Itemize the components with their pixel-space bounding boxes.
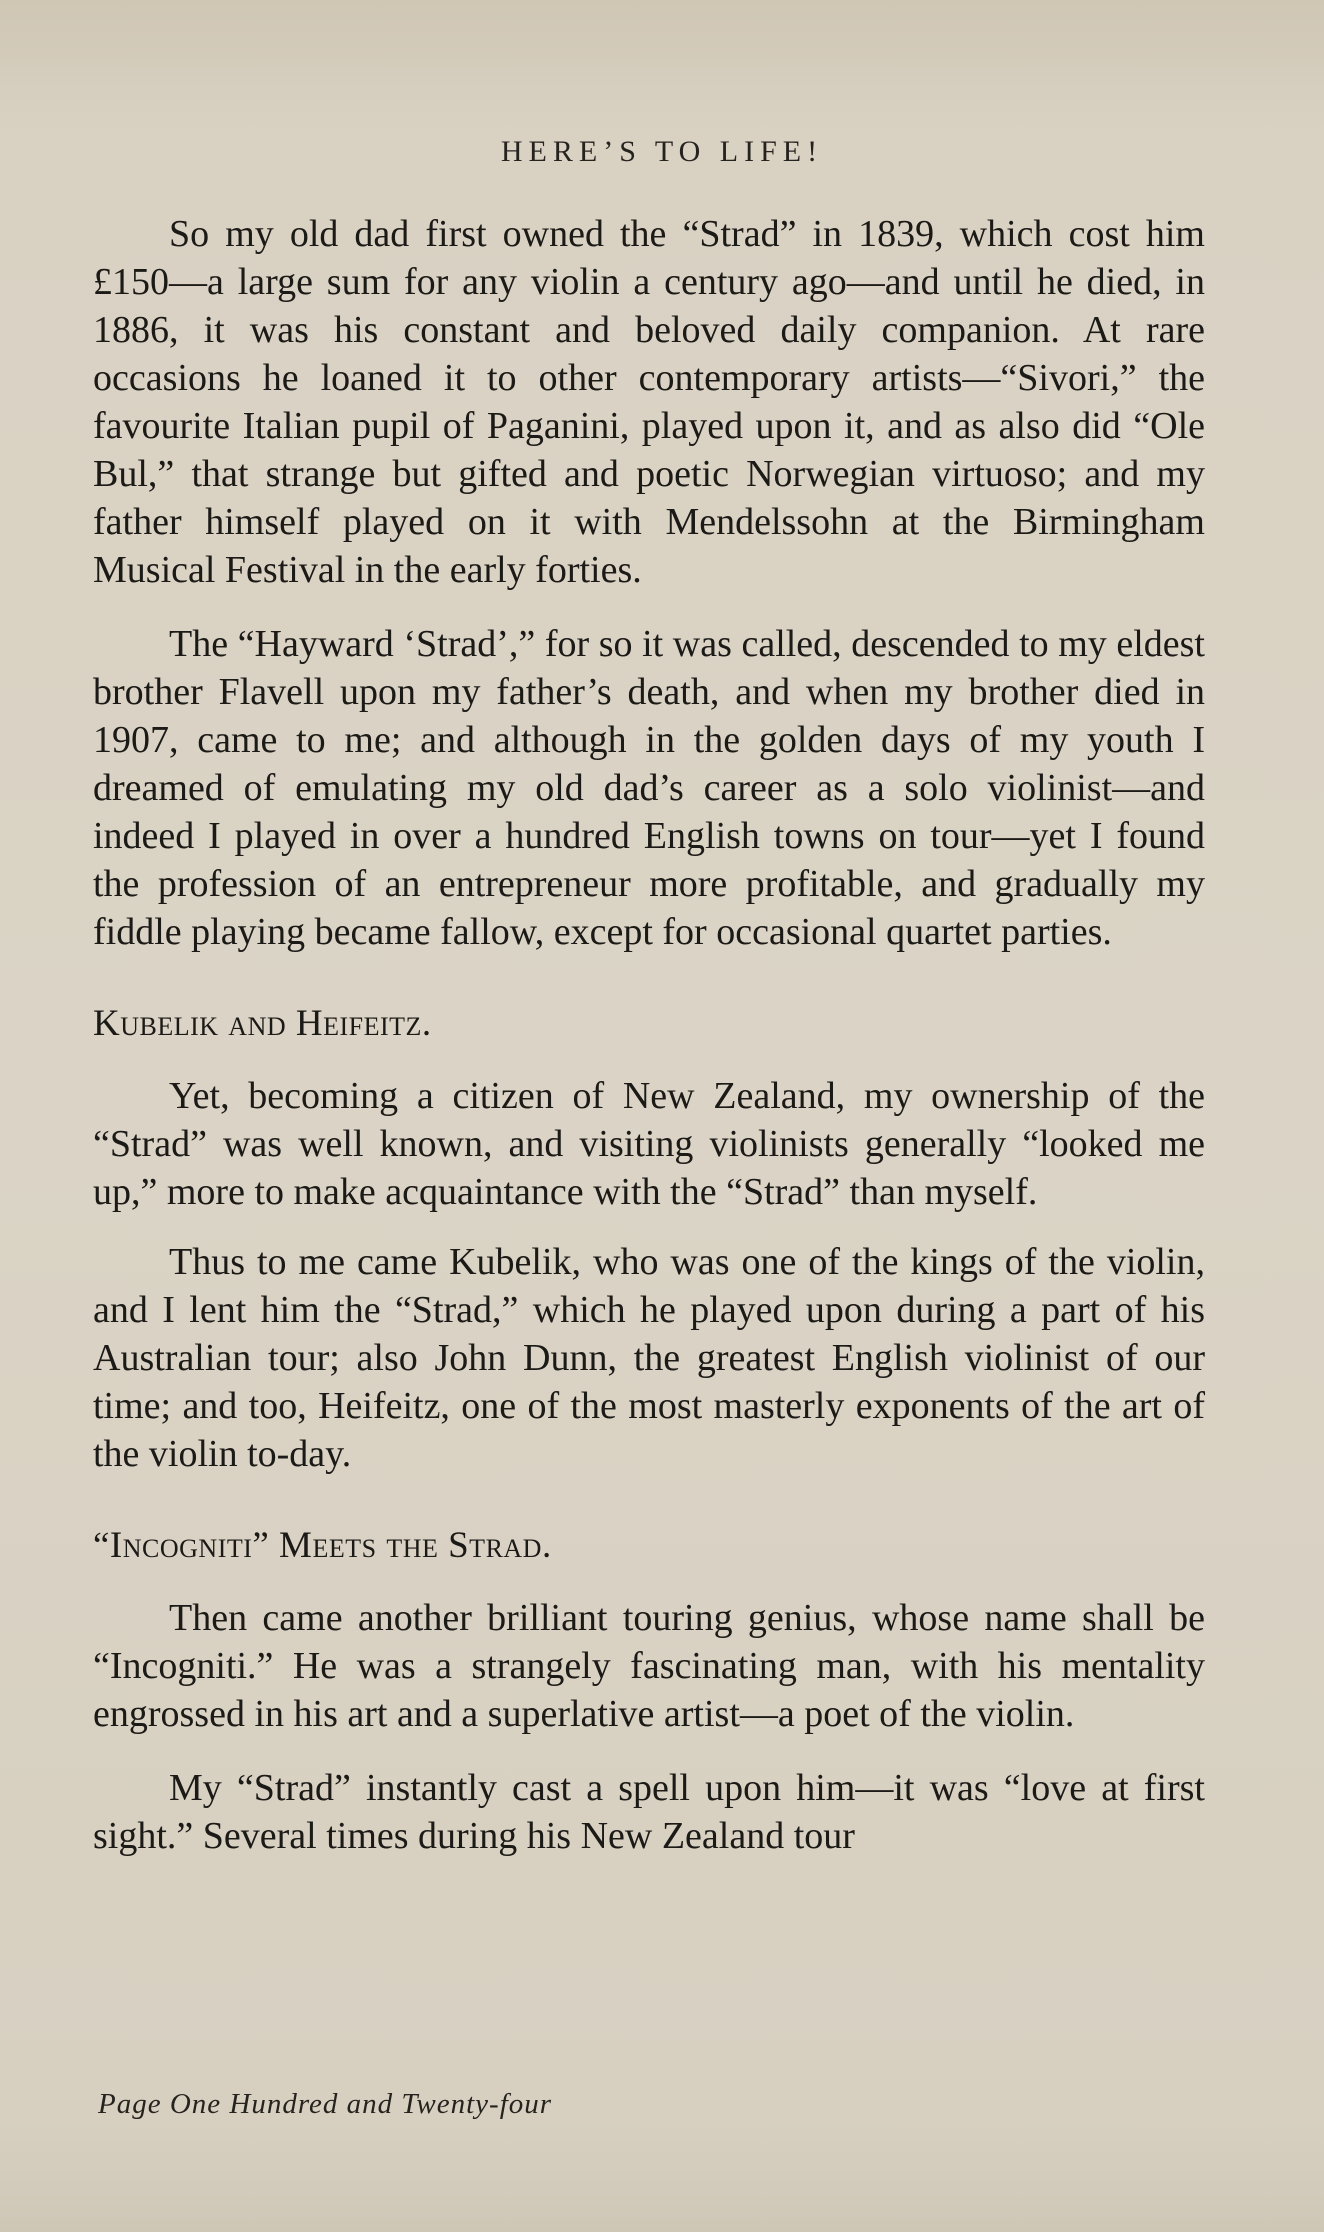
paragraph: Yet, becoming a citizen of New Zealand, my ownership of the “Strad” was well known, and visiting violinists generally “looked me up,” more to make acquaintance with the “Strad” than myself. bbox=[93, 1075, 1205, 1213]
body-text bbox=[93, 210, 1205, 1860]
paragraph: Then came another brilliant touring genius, whose name shall be “Incogniti.” He was a strangely fascinating man, with his mentality engrossed in his art and a superlative artist—a poet of the violin. bbox=[93, 1597, 1205, 1735]
section-heading: Kubelik and Heifeitz. bbox=[93, 1003, 432, 1044]
paragraph: My “Strad” instantly cast a spell upon him—it was “love at first sight.” Several times during his New Zealand tour bbox=[93, 1767, 1205, 1857]
paragraph: So my old dad first owned the “Strad” in 1839, which cost him £150—a large sum for any violin a century ago—and until he died, in 1886, it was his constant and beloved daily companion. At rare occasions he loaned it to other contemporary artists—“Sivori,” the favourite Italian pupil of Paganini, played upon it, and as also did “Ole Bul,” that strange but gifted and poetic Norwegian virtuoso; and my father himself played on it with Mendelssohn at the Birmingham Musical Festival in the early forties. bbox=[93, 213, 1205, 591]
paragraph: The “Hayward ‘Strad’,” for so it was called, descended to my eldest brother Flavell upon my father’s death, and when my brother died in 1907, came to me; and although in the golden days of my youth I dreamed of emulating my old dad’s career as a solo violinist—and indeed I played in over a hundred English towns on tour—yet I found the profession of an entrepreneur more profitable, and gradually my fiddle playing became fallow, except for occasional quartet parties. bbox=[93, 623, 1205, 953]
paragraph: Thus to me came Kubelik, who was one of the kings of the violin, and I lent him the “Strad,” which he played upon during a part of his Australian tour; also John Dunn, the greatest English violinist of our time; and too, Heifeitz, one of the most masterly exponents of the art of the violin to-day. bbox=[93, 1241, 1205, 1475]
section-heading: “Incogniti” Meets the Strad. bbox=[93, 1525, 552, 1566]
page-footer: Page One Hundred and Twenty-four bbox=[98, 2088, 553, 2120]
running-head: HERE’S TO LIFE! bbox=[500, 135, 824, 168]
